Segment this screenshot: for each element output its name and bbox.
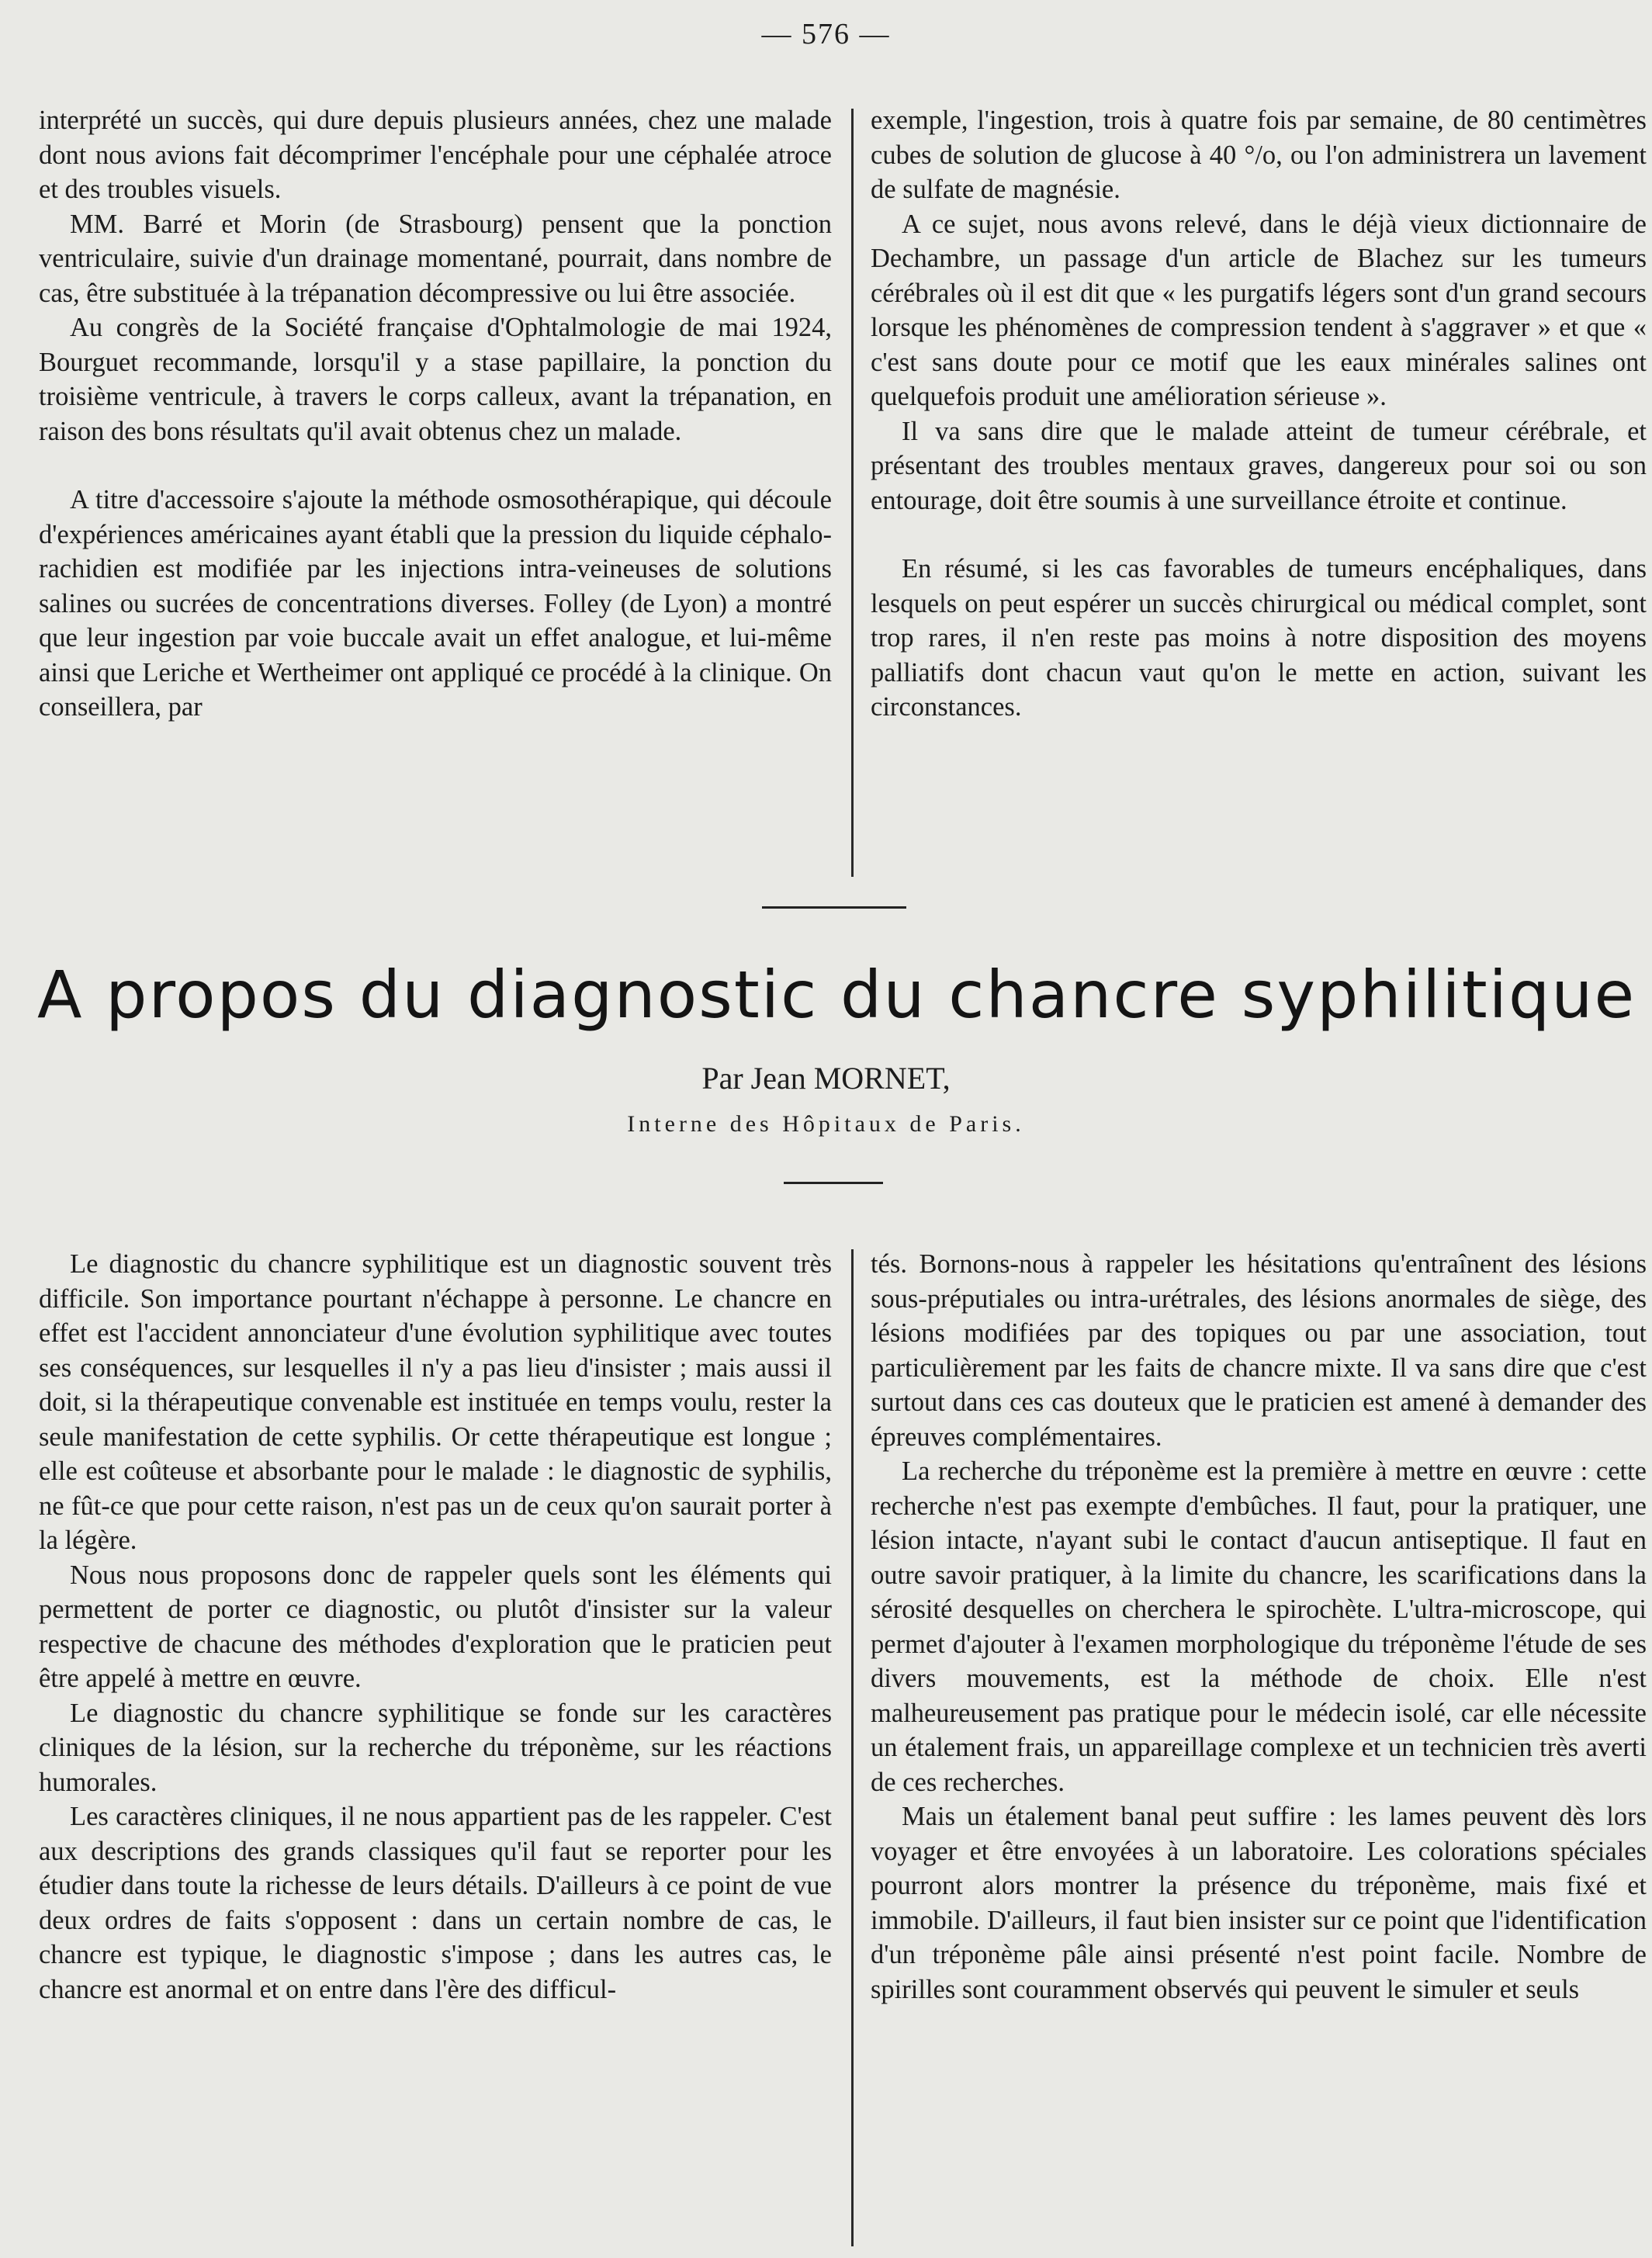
column-divider-top [851,109,854,877]
paragraph: Le diagnostic du chancre syphilitique est un diagnostic souvent très difficile. Son importance pourtant n'échappe à personne. Le chancre en effet est l'accident annonciateur d'une évolution syphilitique avec toutes ses conséquences, sur lesquelles il n'y a pas lieu d'insister ; mais aussi il doit, si la thérapeutique convenable est instituée en temps voulu, rester la seule manifestation de cette syphilis. Or cette thérapeutique est longue ; elle est coûteuse et absorbante pour le malade : le diagnostic de syphilis, ne fût-ce que pour cette raison, n'est pas un de ceux qu'on saurait porter à la légère. [39,1249,832,1555]
paragraph: A ce sujet, nous avons relevé, dans le déjà vieux dictionnaire de Dechambre, un passage d'un article de Blachez sur les tumeurs cérébrales où il est dit que « les purgatifs légers sont d'un grand secours lorsque les phénomènes de compression tendent à s'aggraver » et que « c'est sans doute pour ce motif que les eaux minérales salines ont quelquefois produit une amélioration sérieuse ». [871,209,1647,411]
previous-article-right-column [871,103,1647,725]
title-underline-rule [784,1182,883,1184]
paragraph: Nous nous proposons donc de rappeler quels sont les éléments qui permettent de porter ce diagnostic, ou plutôt d'insister sur la valeur respective de chacune des méthodes d'exploration que le praticien peut être appelé à mettre en œuvre. [39,1560,832,1693]
paragraph: A titre d'accessoire s'ajoute la méthode osmosothérapique, qui découle d'expériences américaines ayant établi que la pression du liquide céphalo-rachidien est modifiée par les injections intra-veineuses de solutions salines ou sucrées de concentrations diverses. Folley (de Lyon) a montré que leur ingestion par voie buccale avait un effet analogue, et lui-même ainsi que Leriche et Wertheimer ont appliqué ce procédé à la clinique. On conseillera, par [39,485,832,722]
paragraph: Les caractères cliniques, il ne nous appartient pas de les rappeler. C'est aux descriptions des grands classiques qu'il faut se reporter pour les étudier dans toute la richesse de leurs détails. D'ailleurs à ce point de vue deux ordres de faits s'opposent : dans un certain nombre de cas, le chancre est typique, le diagnostic s'impose ; dans les autres cas, le chancre est anormal et on entre dans l'ère des difficul- [39,1802,832,2004]
paragraph: interprété un succès, qui dure depuis plusieurs années, chez une malade dont nous avions fait décomprimer l'encéphale pour une céphalée atroce et des troubles visuels. [39,106,832,204]
paragraph: Au congrès de la Société française d'Ophtalmologie de mai 1924, Bourguet recommande, lorsqu'il y a stase papillaire, la ponction du troisième ventricule, à travers le corps calleux, avant la trépanation, en raison des bons résultats qu'il avait obtenus chez un malade. [39,313,832,446]
article-title: A propos du diagnostic du chancre syphilitique [37,957,1636,1033]
paragraph: La recherche du tréponème est la première à mettre en œuvre : cette recherche n'est pas exempte d'embûches. Il faut, pour la pratiquer, une lésion intacte, n'ayant subi le contact d'aucun antiseptique. Il faut en outre savoir pratiquer, à la limite du chancre, les scarifications dans la sérosité desquelles on cherchera le spirochète. L'ultra-microscope, qui permet d'ajouter à l'examen morphologique du tréponème l'étude de ses divers mouvements, est la méthode de choix. Elle n'est malheureusement pas pratique pour le médecin isolé, car elle nécessite un étalement frais, un appareillage complexe et un technicien très averti de ces recherches. [871,1456,1647,1797]
previous-article-left-column [39,103,832,725]
column-divider-bottom [851,1249,854,2246]
article-byline: Par Jean MORNET, [701,1061,951,1096]
author-affiliation: Interne des Hôpitaux de Paris. [627,1111,1025,1137]
article-left-column [39,1247,832,2007]
paragraph: En résumé, si les cas favorables de tumeurs encéphaliques, dans lesquels on peut espérer un succès chirurgical ou médical complet, sont trop rares, il n'en reste pas moins à notre disposition des moyens palliatifs dont chacun vaut qu'on le mette en action, suivant les circonstances. [871,554,1647,722]
page-number: — 576 — [761,18,891,50]
paragraph: Il va sans dire que le malade atteint de tumeur cérébrale, et présentant des troubles mentaux graves, dangereux pour soi ou son entourage, doit être soumis à une surveillance étroite et continue. [871,416,1647,515]
paragraph: exemple, l'ingestion, trois à quatre fois par semaine, de 80 centimètres cubes de solution de glucose à 40 °/o, ou l'on administrera un lavement de sulfate de magnésie. [871,106,1647,204]
paragraph: Mais un étalement banal peut suffire : les lames peuvent dès lors voyager et être envoyées à un laboratoire. Les colorations spéciales pourront alors montrer la présence du tréponème, mais fixé et immobile. D'ailleurs, il faut bien insister sur ce point que l'identification d'un tréponème pâle ainsi présenté n'est point facile. Nombre de spirilles sont couramment observés qui peuvent le simuler et seuls [871,1802,1647,2004]
paragraph: MM. Barré et Morin (de Strasbourg) pensent que la ponction ventriculaire, suivie d'un drainage momentané, pourrait, dans nombre de cas, être substituée à la trépanation décompressive ou lui être associée. [39,209,832,308]
article-right-column [871,1247,1647,2007]
paragraph: Le diagnostic du chancre syphilitique se fonde sur les caractères cliniques de la lésion, sur la recherche du tréponème, sur les réactions humorales. [39,1698,832,1797]
section-separator-rule [762,906,906,909]
paragraph: tés. Bornons-nous à rappeler les hésitations qu'entraînent des lésions sous-préputiales ou intra-urétrales, des lésions anormales de siège, des lésions modifiées par des topiques ou par une association, tout particulièrement par les faits de chancre mixte. Il va sans dire que c'est surtout dans ces cas douteux que le praticien est amené à demander des épreuves complémentaires. [871,1249,1647,1452]
